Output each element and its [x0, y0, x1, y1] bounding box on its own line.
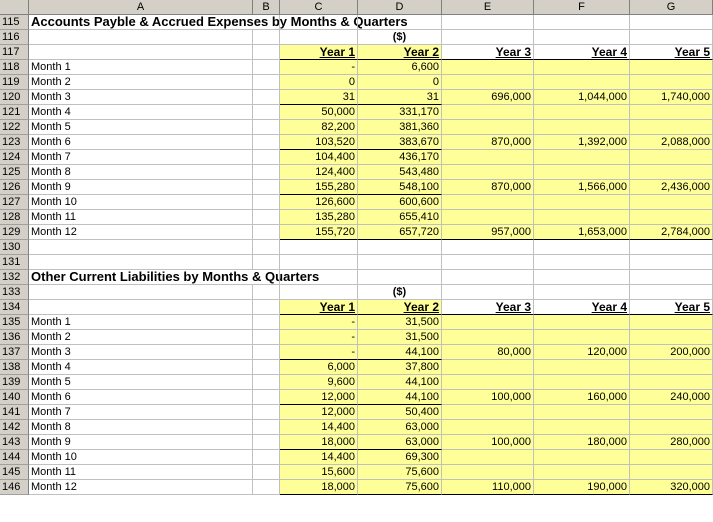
sheet-row — [0, 240, 713, 255]
unit-label[interactable]: ($) — [358, 30, 442, 45]
value-cell[interactable]: 50,400 — [358, 405, 442, 420]
row-number[interactable]: 115 — [0, 15, 29, 30]
value-cell[interactable]: 2,784,000 — [630, 225, 713, 240]
row-number[interactable]: 119 — [0, 75, 29, 90]
cell-b[interactable] — [253, 210, 280, 225]
sheet-row — [0, 330, 713, 345]
cell-b[interactable] — [253, 300, 280, 315]
row-label[interactable]: Month 1 — [29, 315, 253, 330]
value-cell[interactable]: 100,000 — [442, 390, 534, 405]
cell-empty[interactable] — [29, 45, 253, 60]
value-cell[interactable] — [630, 465, 713, 480]
value-cell[interactable] — [442, 315, 534, 330]
row-label[interactable]: Month 1 — [29, 60, 253, 75]
value-cell[interactable] — [534, 315, 630, 330]
value-cell[interactable]: 870,000 — [442, 135, 534, 150]
value-cell[interactable]: 63,000 — [358, 420, 442, 435]
value-cell[interactable] — [630, 450, 713, 465]
value-cell[interactable] — [534, 420, 630, 435]
value-cell[interactable]: 548,100 — [358, 180, 442, 195]
value-cell[interactable] — [630, 420, 713, 435]
row-number[interactable]: 137 — [0, 345, 29, 360]
sheet-row — [0, 360, 713, 375]
value-cell[interactable]: 240,000 — [630, 390, 713, 405]
value-cell[interactable] — [534, 75, 630, 90]
row-label[interactable]: Month 5 — [29, 120, 253, 135]
year-header[interactable]: Year 4 — [534, 300, 630, 315]
sheet-row — [0, 480, 713, 495]
cell-b[interactable] — [253, 450, 280, 465]
cell-empty[interactable] — [280, 15, 358, 30]
row-number[interactable]: 131 — [0, 255, 29, 270]
value-cell[interactable] — [534, 405, 630, 420]
cell-b[interactable] — [253, 390, 280, 405]
sheet-row — [0, 270, 713, 285]
value-cell[interactable]: 657,720 — [358, 225, 442, 240]
value-cell[interactable]: 957,000 — [442, 225, 534, 240]
sheet-row — [0, 105, 713, 120]
value-cell[interactable] — [534, 465, 630, 480]
value-cell[interactable] — [442, 75, 534, 90]
sheet-row — [0, 135, 713, 150]
sheet-row — [0, 150, 713, 165]
value-cell[interactable]: 44,100 — [358, 390, 442, 405]
cell-empty[interactable] — [630, 15, 713, 30]
value-cell[interactable]: 155,720 — [280, 225, 358, 240]
value-cell[interactable] — [442, 60, 534, 75]
value-cell[interactable] — [442, 150, 534, 165]
row-number[interactable]: 140 — [0, 390, 29, 405]
value-cell[interactable] — [630, 360, 713, 375]
value-cell[interactable]: 1,653,000 — [534, 225, 630, 240]
value-cell[interactable]: 12,000 — [280, 405, 358, 420]
row-number[interactable]: 139 — [0, 375, 29, 390]
sheet-row — [0, 180, 713, 195]
sheet-row — [0, 345, 713, 360]
value-cell[interactable]: 104,400 — [280, 150, 358, 165]
cell-b[interactable] — [253, 195, 280, 210]
value-cell[interactable]: 383,670 — [358, 135, 442, 150]
cell-empty[interactable] — [534, 15, 630, 30]
cell-empty[interactable] — [630, 240, 713, 255]
row-label[interactable]: Month 7 — [29, 150, 253, 165]
sheet-row — [0, 450, 713, 465]
cell-b[interactable] — [253, 180, 280, 195]
value-cell[interactable] — [534, 210, 630, 225]
cell-empty[interactable] — [442, 240, 534, 255]
cell-b[interactable] — [253, 240, 280, 255]
row-number[interactable]: 124 — [0, 150, 29, 165]
value-cell[interactable]: 655,410 — [358, 210, 442, 225]
cell-b[interactable] — [253, 30, 280, 45]
row-number[interactable]: 126 — [0, 180, 29, 195]
value-cell[interactable]: 870,000 — [442, 180, 534, 195]
cell-b[interactable] — [253, 285, 280, 300]
row-label[interactable]: Month 9 — [29, 435, 253, 450]
row-label[interactable]: Month 11 — [29, 210, 253, 225]
value-cell[interactable] — [630, 105, 713, 120]
sheet-row — [0, 15, 713, 30]
row-label[interactable]: Month 3 — [29, 345, 253, 360]
value-cell[interactable]: 1,044,000 — [534, 90, 630, 105]
value-cell[interactable] — [442, 405, 534, 420]
cell-b[interactable] — [253, 135, 280, 150]
unit-label[interactable]: ($) — [358, 285, 442, 300]
row-number[interactable]: 136 — [0, 330, 29, 345]
row-number[interactable]: 130 — [0, 240, 29, 255]
cell-empty[interactable] — [630, 270, 713, 285]
column-header-g[interactable]: G — [630, 0, 713, 15]
value-cell[interactable] — [534, 105, 630, 120]
cell-empty[interactable] — [280, 240, 358, 255]
value-cell[interactable] — [534, 120, 630, 135]
sheet-row — [0, 390, 713, 405]
value-cell[interactable]: 12,000 — [280, 390, 358, 405]
cell-empty[interactable] — [442, 15, 534, 30]
sheet-row — [0, 45, 713, 60]
sheet-row — [0, 210, 713, 225]
value-cell[interactable]: 2,088,000 — [630, 135, 713, 150]
value-cell[interactable] — [630, 120, 713, 135]
cell-b[interactable] — [253, 360, 280, 375]
sheet-row — [0, 225, 713, 240]
cell-b[interactable] — [253, 375, 280, 390]
value-cell[interactable] — [442, 465, 534, 480]
cell-empty[interactable] — [29, 240, 253, 255]
value-cell[interactable]: 15,600 — [280, 465, 358, 480]
value-cell[interactable]: 75,600 — [358, 465, 442, 480]
cell-b[interactable] — [253, 45, 280, 60]
row-number[interactable]: 116 — [0, 30, 29, 45]
row-label[interactable]: Month 2 — [29, 330, 253, 345]
value-cell[interactable] — [442, 375, 534, 390]
row-label[interactable]: Month 6 — [29, 390, 253, 405]
cell-empty[interactable] — [358, 240, 442, 255]
year-header[interactable]: Year 5 — [630, 45, 713, 60]
value-cell[interactable]: 31 — [280, 90, 358, 105]
row-number[interactable]: 134 — [0, 300, 29, 315]
value-cell[interactable]: 124,400 — [280, 165, 358, 180]
cell-empty[interactable] — [280, 285, 358, 300]
cell-empty[interactable] — [29, 300, 253, 315]
row-label[interactable]: Month 5 — [29, 375, 253, 390]
value-cell[interactable] — [534, 150, 630, 165]
sheet-row — [0, 30, 713, 45]
value-cell[interactable]: 31,500 — [358, 315, 442, 330]
row-label[interactable]: Month 8 — [29, 420, 253, 435]
value-cell[interactable]: 126,600 — [280, 195, 358, 210]
row-number[interactable]: 135 — [0, 315, 29, 330]
column-header-b[interactable]: B — [253, 0, 280, 15]
cell-b[interactable] — [253, 330, 280, 345]
row-label[interactable]: Month 3 — [29, 90, 253, 105]
sheet-row — [0, 195, 713, 210]
row-label[interactable]: Month 9 — [29, 180, 253, 195]
column-header-a[interactable]: A — [29, 0, 253, 15]
value-cell[interactable]: 63,000 — [358, 435, 442, 450]
value-cell[interactable]: 9,600 — [280, 375, 358, 390]
value-cell[interactable]: 280,000 — [630, 435, 713, 450]
select-all-corner[interactable] — [0, 0, 29, 15]
cell-empty[interactable] — [630, 255, 713, 270]
value-cell[interactable]: 82,200 — [280, 120, 358, 135]
value-cell[interactable]: 0 — [358, 75, 442, 90]
value-cell[interactable] — [534, 165, 630, 180]
cell-empty[interactable] — [29, 285, 253, 300]
cell-b[interactable] — [253, 255, 280, 270]
row-label[interactable]: Month 11 — [29, 465, 253, 480]
value-cell[interactable]: - — [280, 330, 358, 345]
value-cell[interactable]: 14,400 — [280, 450, 358, 465]
value-cell[interactable] — [630, 165, 713, 180]
value-cell[interactable]: 155,280 — [280, 180, 358, 195]
sheet-row — [0, 75, 713, 90]
year-header[interactable]: Year 1 — [280, 45, 358, 60]
cell-empty[interactable] — [442, 270, 534, 285]
year-header[interactable]: Year 3 — [442, 300, 534, 315]
value-cell[interactable]: 31,500 — [358, 330, 442, 345]
value-cell[interactable] — [534, 60, 630, 75]
cell-b[interactable] — [253, 315, 280, 330]
cell-b[interactable] — [253, 165, 280, 180]
row-number[interactable]: 145 — [0, 465, 29, 480]
cell-b[interactable] — [253, 420, 280, 435]
value-cell[interactable]: 120,000 — [534, 345, 630, 360]
cell-b[interactable] — [253, 465, 280, 480]
cell-empty[interactable] — [534, 285, 630, 300]
row-number[interactable]: 142 — [0, 420, 29, 435]
row-number[interactable]: 146 — [0, 480, 29, 495]
value-cell[interactable]: 37,800 — [358, 360, 442, 375]
value-cell[interactable] — [534, 195, 630, 210]
value-cell[interactable]: 160,000 — [534, 390, 630, 405]
value-cell[interactable]: 110,000 — [442, 480, 534, 495]
cell-b[interactable] — [253, 345, 280, 360]
year-header[interactable]: Year 4 — [534, 45, 630, 60]
value-cell[interactable]: 103,520 — [280, 135, 358, 150]
cell-empty[interactable] — [280, 270, 358, 285]
cell-empty[interactable] — [630, 285, 713, 300]
value-cell[interactable]: 1,740,000 — [630, 90, 713, 105]
sheet-row — [0, 435, 713, 450]
cell-b[interactable] — [253, 435, 280, 450]
value-cell[interactable]: 543,480 — [358, 165, 442, 180]
year-header[interactable]: Year 3 — [442, 45, 534, 60]
row-number[interactable]: 129 — [0, 225, 29, 240]
row-number[interactable]: 118 — [0, 60, 29, 75]
cell-empty[interactable] — [630, 30, 713, 45]
year-header[interactable]: Year 2 — [358, 300, 442, 315]
value-cell[interactable] — [630, 195, 713, 210]
row-number[interactable]: 141 — [0, 405, 29, 420]
cell-empty[interactable] — [534, 270, 630, 285]
value-cell[interactable]: 135,280 — [280, 210, 358, 225]
row-number[interactable]: 143 — [0, 435, 29, 450]
row-label[interactable]: Month 10 — [29, 450, 253, 465]
value-cell[interactable]: 44,100 — [358, 375, 442, 390]
year-header[interactable]: Year 1 — [280, 300, 358, 315]
value-cell[interactable] — [630, 375, 713, 390]
row-number[interactable]: 125 — [0, 165, 29, 180]
sheet-row — [0, 465, 713, 480]
value-cell[interactable] — [534, 360, 630, 375]
cell-empty[interactable] — [442, 285, 534, 300]
value-cell[interactable]: 18,000 — [280, 435, 358, 450]
value-cell[interactable]: - — [280, 60, 358, 75]
value-cell[interactable] — [630, 210, 713, 225]
sheet-row — [0, 90, 713, 105]
row-number[interactable]: 121 — [0, 105, 29, 120]
value-cell[interactable]: 69,300 — [358, 450, 442, 465]
row-label[interactable]: Month 10 — [29, 195, 253, 210]
row-number[interactable]: 144 — [0, 450, 29, 465]
row-label[interactable]: Month 4 — [29, 105, 253, 120]
value-cell[interactable] — [442, 360, 534, 375]
value-cell[interactable] — [630, 405, 713, 420]
row-number[interactable]: 117 — [0, 45, 29, 60]
value-cell[interactable]: 6,000 — [280, 360, 358, 375]
section-title[interactable]: Other Current Liabilities by Months & Quarters — [31, 269, 320, 284]
row-number[interactable]: 133 — [0, 285, 29, 300]
value-cell[interactable] — [630, 60, 713, 75]
value-cell[interactable]: 331,170 — [358, 105, 442, 120]
value-cell[interactable] — [630, 315, 713, 330]
value-cell[interactable]: 381,360 — [358, 120, 442, 135]
value-cell[interactable]: 200,000 — [630, 345, 713, 360]
cell-b[interactable] — [253, 15, 280, 30]
row-number[interactable]: 128 — [0, 210, 29, 225]
value-cell[interactable]: - — [280, 345, 358, 360]
value-cell[interactable]: 80,000 — [442, 345, 534, 360]
cell-empty[interactable] — [442, 255, 534, 270]
cell-b[interactable] — [253, 405, 280, 420]
row-label[interactable]: Month 12 — [29, 480, 253, 495]
value-cell[interactable] — [630, 150, 713, 165]
row-label[interactable]: Month 7 — [29, 405, 253, 420]
row-number[interactable]: 132 — [0, 270, 29, 285]
row-label[interactable]: Month 4 — [29, 360, 253, 375]
sheet-row — [0, 405, 713, 420]
cell-b[interactable] — [253, 120, 280, 135]
value-cell[interactable] — [442, 165, 534, 180]
value-cell[interactable]: 2,436,000 — [630, 180, 713, 195]
cell-b[interactable] — [253, 480, 280, 495]
year-header[interactable]: Year 2 — [358, 45, 442, 60]
row-number[interactable]: 123 — [0, 135, 29, 150]
value-cell[interactable]: 6,600 — [358, 60, 442, 75]
value-cell[interactable]: 18,000 — [280, 480, 358, 495]
sheet-row — [0, 315, 713, 330]
sheet-row — [0, 375, 713, 390]
cell-b[interactable] — [253, 105, 280, 120]
cell-b[interactable] — [253, 60, 280, 75]
cell-empty[interactable] — [29, 255, 253, 270]
cell-b[interactable] — [253, 75, 280, 90]
sheet-row — [0, 120, 713, 135]
section-title[interactable]: Accounts Payble & Accrued Expenses by Months & Quarters — [31, 14, 408, 29]
cell-empty[interactable] — [358, 270, 442, 285]
row-label[interactable]: Month 12 — [29, 225, 253, 240]
cell-empty[interactable] — [442, 30, 534, 45]
row-number[interactable]: 127 — [0, 195, 29, 210]
value-cell[interactable] — [442, 105, 534, 120]
column-header-e[interactable]: E — [442, 0, 534, 15]
value-cell[interactable] — [442, 120, 534, 135]
value-cell[interactable]: 75,600 — [358, 480, 442, 495]
value-cell[interactable]: 696,000 — [442, 90, 534, 105]
cell-b[interactable] — [253, 90, 280, 105]
value-cell[interactable]: 100,000 — [442, 435, 534, 450]
row-number[interactable]: 120 — [0, 90, 29, 105]
row-label[interactable]: Month 8 — [29, 165, 253, 180]
cell-empty[interactable] — [29, 30, 253, 45]
column-header-f[interactable]: F — [534, 0, 630, 15]
cell-empty[interactable] — [534, 240, 630, 255]
sheet-row — [0, 255, 713, 270]
value-cell[interactable]: 14,400 — [280, 420, 358, 435]
cell-b[interactable] — [253, 270, 280, 285]
row-number[interactable]: 122 — [0, 120, 29, 135]
cell-empty[interactable] — [280, 30, 358, 45]
column-header-d[interactable]: D — [358, 0, 442, 15]
value-cell[interactable] — [442, 330, 534, 345]
value-cell[interactable]: 1,392,000 — [534, 135, 630, 150]
sheet-row — [0, 300, 713, 315]
value-cell[interactable]: 50,000 — [280, 105, 358, 120]
value-cell[interactable]: 180,000 — [534, 435, 630, 450]
row-label[interactable]: Month 6 — [29, 135, 253, 150]
value-cell[interactable]: 1,566,000 — [534, 180, 630, 195]
value-cell[interactable] — [442, 420, 534, 435]
sheet-row — [0, 420, 713, 435]
value-cell[interactable]: - — [280, 315, 358, 330]
value-cell[interactable]: 44,100 — [358, 345, 442, 360]
value-cell[interactable]: 600,600 — [358, 195, 442, 210]
value-cell[interactable] — [442, 450, 534, 465]
value-cell[interactable]: 190,000 — [534, 480, 630, 495]
row-number[interactable]: 138 — [0, 360, 29, 375]
sheet-row — [0, 285, 713, 300]
cell-empty[interactable] — [534, 30, 630, 45]
value-cell[interactable] — [534, 375, 630, 390]
value-cell[interactable]: 320,000 — [630, 480, 713, 495]
value-cell[interactable]: 0 — [280, 75, 358, 90]
cell-empty[interactable] — [534, 255, 630, 270]
value-cell[interactable] — [630, 330, 713, 345]
value-cell[interactable] — [630, 75, 713, 90]
value-cell[interactable]: 436,170 — [358, 150, 442, 165]
value-cell[interactable]: 31 — [358, 90, 442, 105]
cell-empty[interactable] — [280, 255, 358, 270]
year-header[interactable]: Year 5 — [630, 300, 713, 315]
sheet-row — [0, 165, 713, 180]
cell-empty[interactable] — [358, 15, 442, 30]
cell-empty[interactable] — [358, 255, 442, 270]
value-cell[interactable] — [442, 210, 534, 225]
cell-b[interactable] — [253, 150, 280, 165]
cell-b[interactable] — [253, 225, 280, 240]
value-cell[interactable] — [534, 450, 630, 465]
column-header-c[interactable]: C — [280, 0, 358, 15]
sheet-row — [0, 60, 713, 75]
value-cell[interactable] — [534, 330, 630, 345]
row-label[interactable]: Month 2 — [29, 75, 253, 90]
value-cell[interactable] — [442, 195, 534, 210]
